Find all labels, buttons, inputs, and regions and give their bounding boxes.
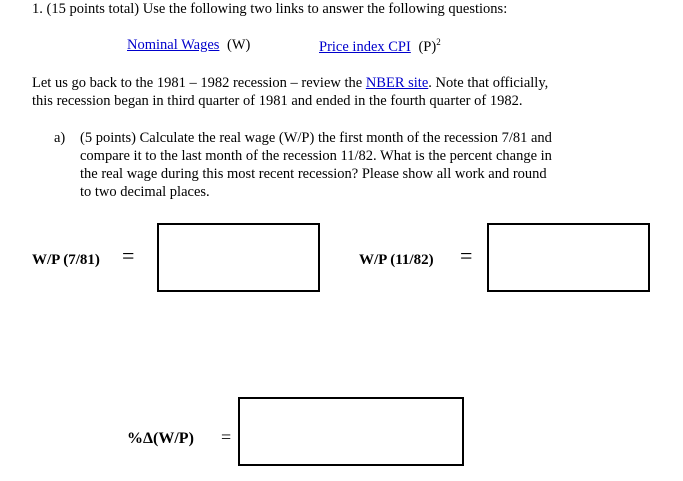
wp-1182-input[interactable] [489, 225, 648, 290]
intro-line-2: this recession began in third quarter of 1981 and ended in the fourth quarter of 1982. [32, 93, 523, 109]
part-a-line-3: the real wage during this most recent recession? Please show all work and round [80, 166, 547, 182]
part-a-marker: a) [54, 130, 66, 146]
links-row [127, 37, 250, 54]
part-a-line-2: compare it to the last month of the recession 11/82. What is the percent change in [80, 148, 552, 164]
wp-1182-equals: = [460, 243, 473, 268]
wp-1182-answer-box[interactable] [487, 223, 650, 292]
nominal-wages-link[interactable]: Nominal Wages [127, 37, 220, 53]
intro-line-1: Let us go back to the 1981 – 1982 recession – review the NBER site. Note that officially, [32, 75, 549, 91]
nominal-wages-suffix: (W) [227, 37, 251, 53]
part-a-line-4: to two decimal places. [80, 184, 210, 200]
footnote-marker: 2 [436, 37, 441, 47]
pct-change-equals: = [221, 427, 232, 447]
wp-781-label: W/P (7/81) [32, 252, 100, 268]
pct-change-label: %Δ(W/P) [127, 430, 194, 447]
wp-781-answer-box[interactable] [157, 223, 320, 292]
price-index-suffix: (P) [418, 39, 437, 55]
pct-change-input[interactable] [240, 399, 462, 464]
part-a-line-1: (5 points) Calculate the real wage (W/P) the first month of the recession 7/81 and [80, 130, 552, 146]
price-index-row [319, 37, 441, 56]
wp-781-input[interactable] [159, 225, 318, 290]
nber-site-link[interactable]: NBER site [365, 75, 429, 91]
wp-781-equals: = [122, 243, 135, 268]
question-header: 1. (15 points total) Use the following two links to answer the following questions: [32, 1, 508, 17]
price-index-link[interactable]: Price index CPI [319, 39, 411, 55]
wp-1182-label: W/P (11/82) [359, 252, 434, 268]
pct-change-answer-box[interactable] [238, 397, 464, 466]
